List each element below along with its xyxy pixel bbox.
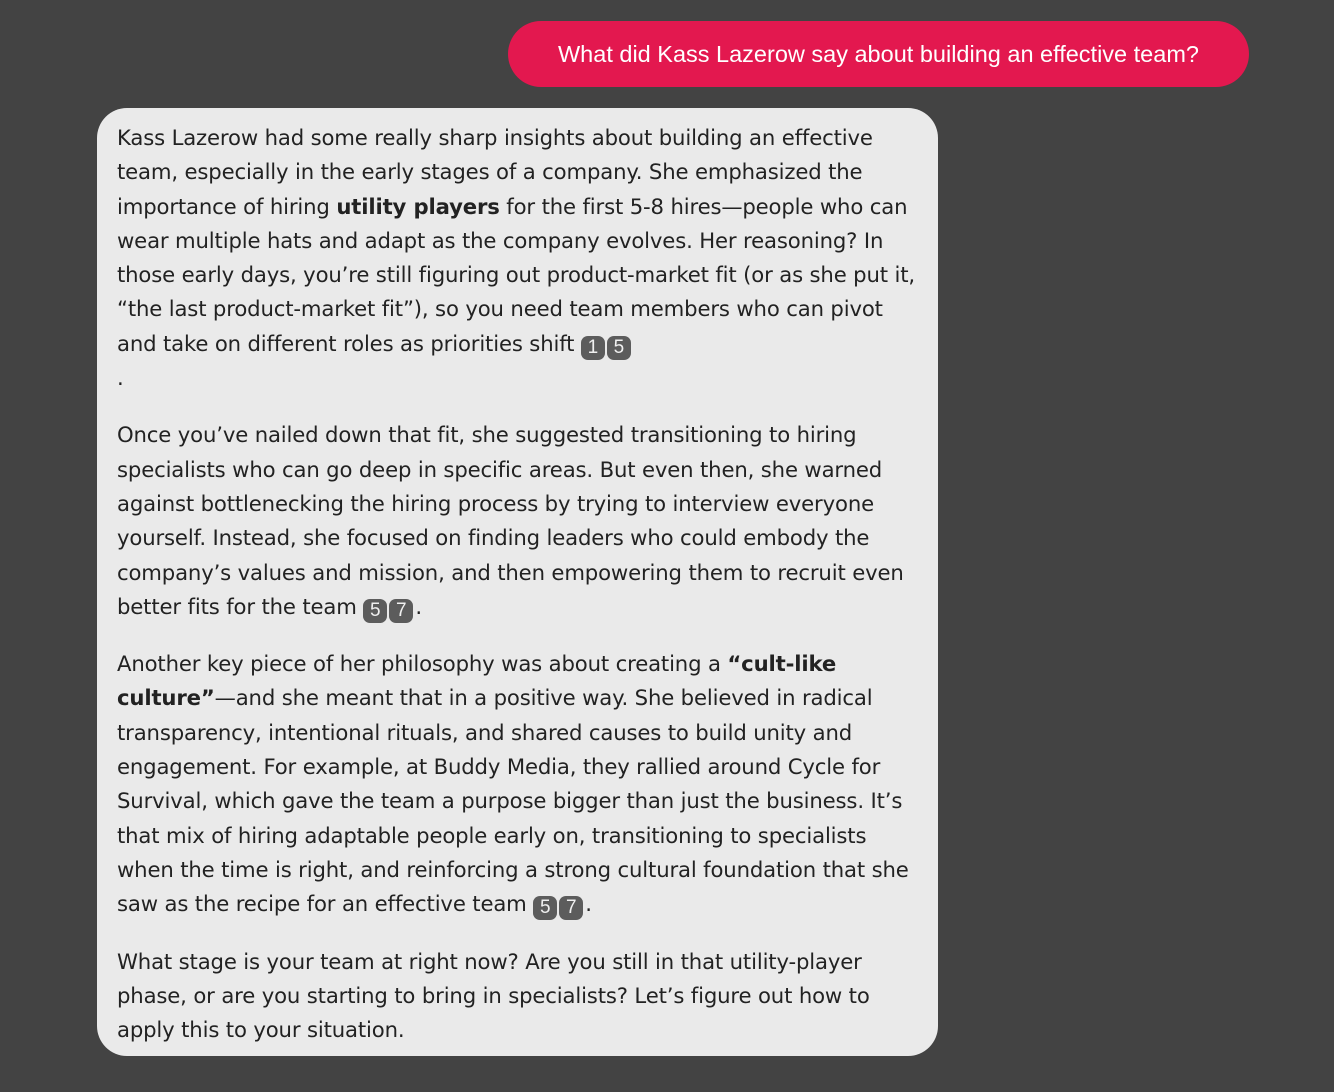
paragraph-text: Another key piece of her philosophy was about creating a: [117, 651, 728, 677]
bold-phrase: “cult-like culture”: [117, 651, 837, 711]
user-message-text: What did Kass Lazerow say about building an effective team?: [558, 41, 1199, 67]
paragraph-text: What stage is your team at right now? Are you still in that utility-player phase, or are you starting to bring in specialists? Let’s figure out how to apply this to your situation.: [117, 948, 870, 1043]
assistant-paragraph-2: [117, 418, 922, 624]
citation-badge[interactable]: 7: [559, 896, 583, 920]
citation-badge[interactable]: 5: [607, 336, 631, 360]
paragraph-text: Once you’ve nailed down that fit, she suggested transitioning to hiring specialists who can go deep in specific areas. But even then, she warned against bottlenecking the hiring process by trying to interview everyone yourself. Instead, she focused on finding leaders who could embody the company’s values and mission, and then empowering them to recruit even better fits for the team: [117, 422, 904, 619]
citation-badge[interactable]: 1: [581, 336, 605, 360]
paragraph-text: Kass Lazerow had some really sharp insights about building an effective team, especially in the early stages of a company. She emphasized the importance of hiring: [117, 125, 873, 219]
bold-phrase: utility players: [336, 193, 500, 219]
user-message-bubble: [508, 21, 1249, 87]
paragraph-end: .: [415, 593, 422, 619]
paragraph-end: .: [117, 365, 124, 391]
paragraph-end: .: [585, 891, 592, 917]
citation-badge[interactable]: 5: [533, 896, 557, 920]
citation-badge[interactable]: 7: [389, 599, 413, 623]
citation-badge[interactable]: 5: [363, 599, 387, 623]
paragraph-text: for the first 5-8 hires—people who can wear multiple hats and adapt as the company evolves. Her reasoning? In those early days, you’re still figuring out product-market fit (or as she put it, “the last product-market fit”), so you need team members who can pivot and take on different roles as priorities shift: [117, 193, 915, 356]
assistant-message-bubble: [97, 108, 938, 1056]
assistant-paragraph-1: [117, 121, 922, 395]
assistant-paragraph-3: [117, 647, 922, 921]
paragraph-text: —and she meant that in a positive way. She believed in radical transparency, intentional rituals, and shared causes to build unity and engagement. For example, at Buddy Media, they rallied around Cycle for Survival, which gave the team a purpose bigger than just the business. It’s that mix of hiring adaptable people early on, transitioning to specialists when the time is right, and reinforcing a strong cultural foundation that she saw as the recipe for an effective team: [117, 685, 909, 917]
assistant-paragraph-4: [117, 945, 922, 1048]
